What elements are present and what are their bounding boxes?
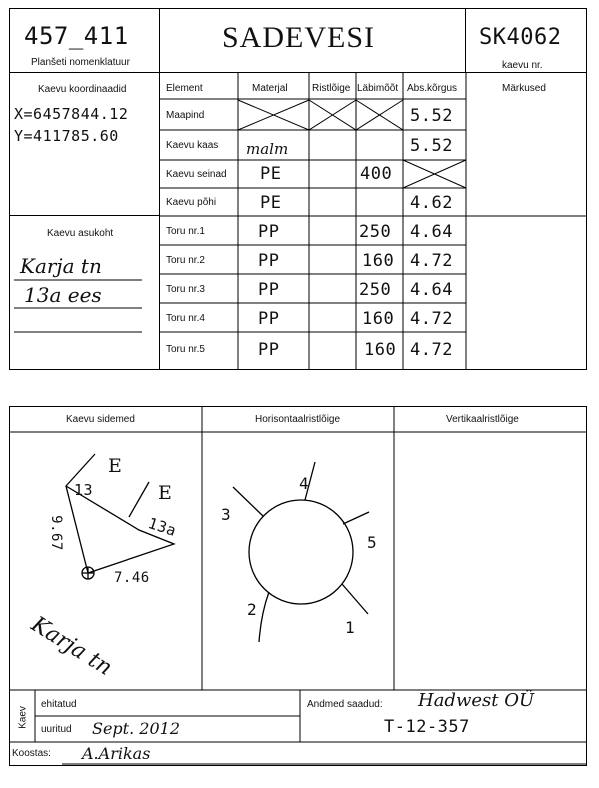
- header-notes: Märkused: [502, 83, 546, 94]
- row-material: PP: [258, 251, 280, 271]
- row-height: 4.62: [410, 193, 453, 213]
- pipe-label: 4: [299, 474, 310, 493]
- header-material: Materjal: [252, 83, 288, 94]
- row-diameter: 160: [362, 309, 395, 329]
- row-diameter: 160: [362, 251, 395, 271]
- sketch-label-e1: E: [108, 455, 122, 477]
- panel-title-vertical: Vertikaalristlõige: [446, 414, 519, 425]
- row-diameter: 250: [359, 280, 392, 300]
- row-element: Toru nr.5: [166, 344, 205, 355]
- data-source-reference: T-12-357: [384, 717, 470, 737]
- location-line1: Karja tn: [20, 254, 102, 278]
- location-label: Kaevu asukoht: [47, 228, 114, 239]
- surveyed-value: Sept. 2012: [92, 719, 180, 738]
- row-element: Kaevu põhi: [166, 197, 217, 208]
- row-material: PP: [258, 309, 280, 329]
- footer-side-label: Kaev: [17, 706, 29, 729]
- row-element: Toru nr.1: [166, 226, 205, 237]
- row-material: PE: [260, 164, 282, 184]
- pipe-label: 2: [247, 600, 258, 619]
- row-height: 4.72: [410, 251, 453, 271]
- data-source-company: Hadwest OÜ: [418, 690, 535, 711]
- panel-title-connections: Kaevu sidemed: [66, 414, 135, 425]
- row-diameter: 250: [359, 222, 392, 242]
- sketch-distance-1: 9.67: [47, 515, 64, 551]
- pipe-label: 1: [345, 618, 356, 637]
- row-element: Toru nr.2: [166, 255, 205, 266]
- sketch-label-13a: 13a: [145, 514, 179, 540]
- sheet-nomenclature-value: 457_411: [24, 22, 129, 50]
- author-value: A.Arikas: [82, 744, 151, 763]
- surveyed-label: uuritud: [41, 724, 72, 735]
- row-material: PP: [258, 340, 280, 360]
- well-number-value: SK4062: [479, 25, 562, 50]
- coordinate-x: X=6457844.12: [14, 105, 129, 123]
- sketch-label-e2: E: [158, 482, 172, 504]
- row-material: PP: [258, 222, 280, 242]
- form-title: SADEVESI: [222, 21, 376, 54]
- sketch-distance-2: 7.46: [114, 570, 150, 586]
- panel-title-horizontal: Horisontaalristlõige: [255, 414, 341, 425]
- coordinates-label: Kaevu koordinaadid: [38, 84, 127, 95]
- row-height: 5.52: [410, 136, 453, 156]
- sketch-label-13: 13: [74, 481, 94, 499]
- data-source-label: Andmed saadud:: [307, 699, 383, 710]
- location-line2: 13a ees: [24, 283, 102, 307]
- row-material: PP: [258, 280, 280, 300]
- author-label: Koostas:: [12, 748, 51, 759]
- row-height: 4.64: [410, 280, 453, 300]
- header-element: Element: [166, 83, 203, 94]
- row-diameter: 400: [360, 164, 393, 184]
- row-material: PE: [260, 193, 282, 213]
- coordinate-y: Y=411785.60: [14, 127, 119, 145]
- row-element: Kaevu kaas: [166, 140, 219, 151]
- row-element: Kaevu seinad: [166, 169, 227, 180]
- row-material: malm: [246, 140, 289, 158]
- row-height: 4.64: [410, 222, 453, 242]
- pipe-label: 3: [221, 505, 232, 524]
- sheet-nomenclature-label: Planšeti nomenklatuur: [31, 57, 130, 68]
- row-element: Maapind: [166, 110, 205, 121]
- sketch-street-label: Karja tn: [26, 612, 117, 681]
- row-diameter: 160: [364, 340, 397, 360]
- well-number-label: kaevu nr.: [502, 60, 543, 71]
- built-label: ehitatud: [41, 699, 77, 710]
- pipe-label: 5: [367, 533, 378, 552]
- header-diameter: Läbimõõt: [357, 83, 399, 94]
- row-height: 4.72: [410, 309, 453, 329]
- header-section: Ristlõige: [312, 83, 351, 94]
- row-height: 4.72: [410, 340, 453, 360]
- row-element: Toru nr.4: [166, 313, 205, 324]
- header-height: Abs.kõrgus: [407, 83, 458, 94]
- row-element: Toru nr.3: [166, 284, 205, 295]
- row-height: 5.52: [410, 106, 453, 126]
